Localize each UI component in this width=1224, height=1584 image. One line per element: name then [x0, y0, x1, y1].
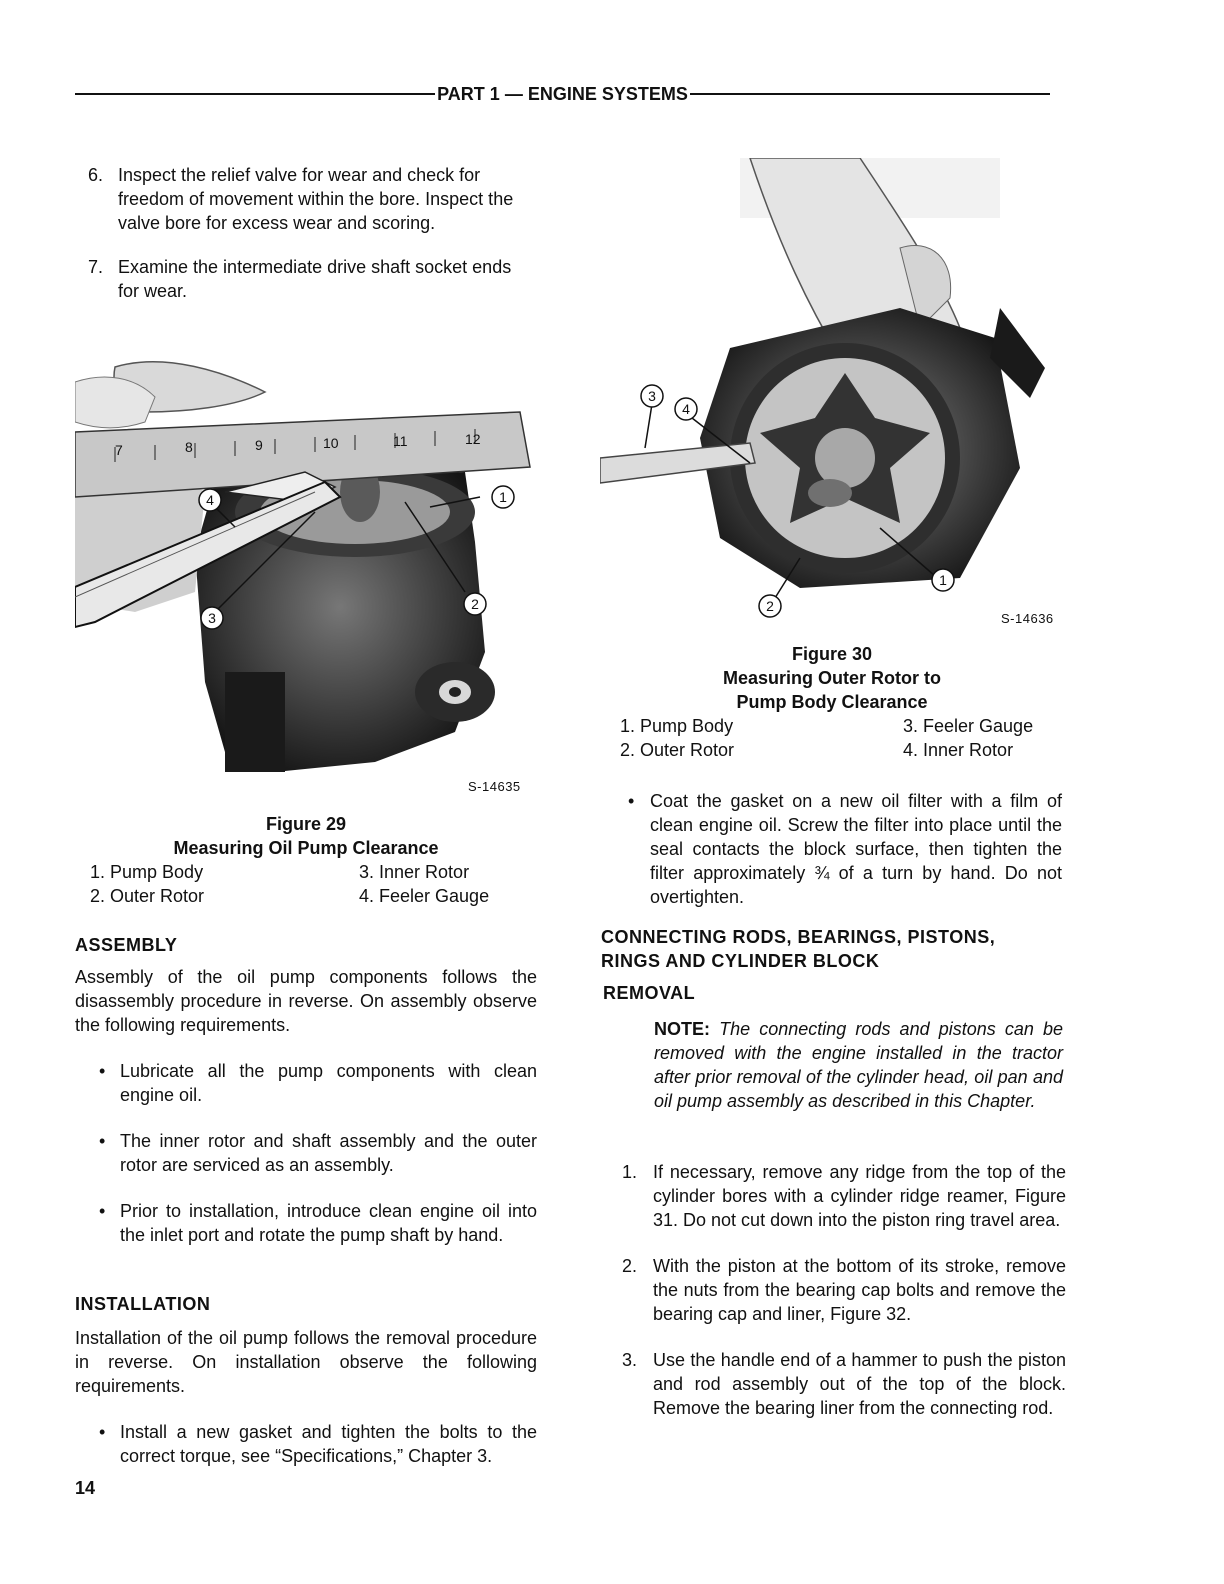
assembly-bullet: • The inner rotor and shaft assembly and the outer rotor are serviced as an assembly. [99, 1131, 537, 1175]
bullet-text: Lubricate all the pump components with clean engine oil. [120, 1061, 537, 1105]
legend-item: 4. Inner Rotor [903, 740, 1014, 760]
removal-heading: REMOVAL [603, 983, 696, 1003]
assembly-bullet: • Lubricate all the pump components with clean engine oil. [99, 1061, 537, 1105]
callout-1: 1 [499, 489, 507, 505]
installation-bullet: • Install a new gasket and tighten the bolts to the correct torque, see “Specifications,” Chapter 3. [99, 1422, 537, 1466]
callout-3: 3 [648, 388, 656, 404]
connecting-rods-section [601, 925, 1063, 1113]
bullet-text: Coat the gasket on a new oil filter with a film of clean engine oil. Screw the filter into place until the seal contacts the block surface, then tighten the filter approximately ¾ of a turn by hand. Do not overtighten. [650, 791, 1062, 907]
header-rule-right [690, 93, 1050, 95]
filter-bullet: • Coat the gasket on a new oil filter with a film of clean engine oil. Screw the filter into place until the seal contacts the block surface, then tighten the filter approximately ¾ of a turn by hand. Do not overtighten. [628, 791, 1062, 907]
legend-item: 2. Outer Rotor [90, 886, 205, 906]
figure-30-subtitle-1: Measuring Outer Rotor to [722, 668, 941, 688]
step-number: 7. [88, 257, 104, 277]
legend-item: 2. Outer Rotor [620, 740, 735, 760]
removal-step-2 [610, 1254, 1066, 1326]
legend-item: 1. Pump Body [620, 716, 734, 736]
legend-item: 3. Inner Rotor [359, 862, 470, 882]
bullet-text: Prior to installation, introduce clean engine oil into the inlet port and rotate the pump shaft by hand. [120, 1201, 537, 1245]
assembly-bullet: • Prior to installation, introduce clean engine oil into the inlet port and rotate the pump shaft by hand. [99, 1201, 537, 1245]
filter-bullet-block [606, 789, 1062, 931]
installation-heading: INSTALLATION [75, 1294, 211, 1314]
installation-intro: Installation of the oil pump follows the removal procedure in reverse. On installation observe the following requirements. [75, 1328, 537, 1396]
scale-label: 12 [465, 431, 481, 447]
step-7 [76, 255, 536, 303]
figure-29-title: Figure 29 [265, 814, 347, 834]
note-block [601, 1017, 1063, 1113]
step-text: Use the handle end of a hammer to push the piston and rod assembly out of the top of the block. Remove the bearing liner from the connecting rod. [653, 1350, 1066, 1418]
section-heading-line2: RINGS AND CYLINDER BLOCK [601, 951, 880, 971]
callout-1: 1 [939, 572, 947, 588]
page-header [75, 80, 1050, 108]
assembly-section [75, 933, 537, 1269]
page-number: 14 [75, 1478, 96, 1498]
callout-2: 2 [471, 596, 479, 612]
figure-29-image [75, 352, 535, 782]
note-label: NOTE: [654, 1019, 710, 1039]
left-steps [76, 163, 536, 323]
bullet-text: Install a new gasket and tighten the bolts to the correct torque, see “Specifications,” Chapter 3. [120, 1422, 537, 1466]
figure-29-legend [76, 860, 536, 908]
header-rule-left [75, 93, 435, 95]
callout-3: 3 [208, 610, 216, 626]
step-number: 3. [622, 1350, 638, 1370]
section-heading-line1: CONNECTING RODS, BEARINGS, PISTONS, [601, 927, 996, 947]
figure-30-legend [612, 714, 1052, 762]
step-number: 1. [622, 1162, 638, 1182]
bullet-text: The inner rotor and shaft assembly and the outer rotor are serviced as an assembly. [120, 1131, 537, 1175]
note-text: The connecting rods and pistons can be removed with the engine installed in the tractor after prior removal of the cylinder head, oil pan and oil pump assembly as described in this Chapter. [654, 1019, 1063, 1111]
step-6 [76, 163, 536, 235]
step-text: Examine the intermediate drive shaft socket ends for wear. [118, 257, 512, 301]
step-text: If necessary, remove any ridge from the top of the cylinder bores with a cylinder ridge reamer, Figure 31. Do not cut down into the piston ring travel area. [653, 1162, 1066, 1230]
figure-29-code: S-14635 [468, 779, 521, 794]
removal-steps [610, 1160, 1066, 1440]
figure-29-subtitle: Measuring Oil Pump Clearance [173, 838, 439, 858]
figure-29-caption [76, 812, 536, 908]
callout-4: 4 [682, 401, 690, 417]
figure-30-subtitle-2: Pump Body Clearance [736, 692, 928, 712]
scale-label: 10 [323, 435, 339, 451]
figure-30-image [600, 158, 1060, 628]
step-text: With the piston at the bottom of its stroke, remove the nuts from the bearing cap bolts and remove the bearing cap and liner, Figure 32. [653, 1256, 1066, 1324]
step-number: 6. [88, 165, 104, 185]
scale-label: 9 [255, 437, 263, 453]
figure-30-caption [612, 642, 1052, 762]
removal-step-3 [610, 1348, 1066, 1420]
callout-4: 4 [206, 492, 214, 508]
step-text: Inspect the relief valve for wear and check for freedom of movement within the bore. Inspect the valve bore for excess wear and scoring. [118, 165, 514, 233]
header-title: PART 1 — ENGINE SYSTEMS [437, 83, 688, 104]
figure-30-code: S-14636 [1001, 611, 1054, 626]
figure-30-title: Figure 30 [791, 644, 873, 664]
legend-item: 3. Feeler Gauge [903, 716, 1034, 736]
removal-step-1 [610, 1160, 1066, 1232]
legend-item: 4. Feeler Gauge [359, 886, 490, 906]
step-number: 2. [622, 1256, 638, 1276]
scale-label: 8 [185, 439, 193, 455]
callout-2: 2 [766, 598, 774, 614]
assembly-intro: Assembly of the oil pump components follows the disassembly procedure in reverse. On assembly observe the following requirements. [75, 967, 537, 1035]
installation-section [75, 1292, 537, 1490]
scale-label: 11 [393, 433, 408, 449]
assembly-heading: ASSEMBLY [75, 935, 178, 955]
scale-label: 7 [115, 442, 123, 458]
legend-item: 1. Pump Body [90, 862, 204, 882]
